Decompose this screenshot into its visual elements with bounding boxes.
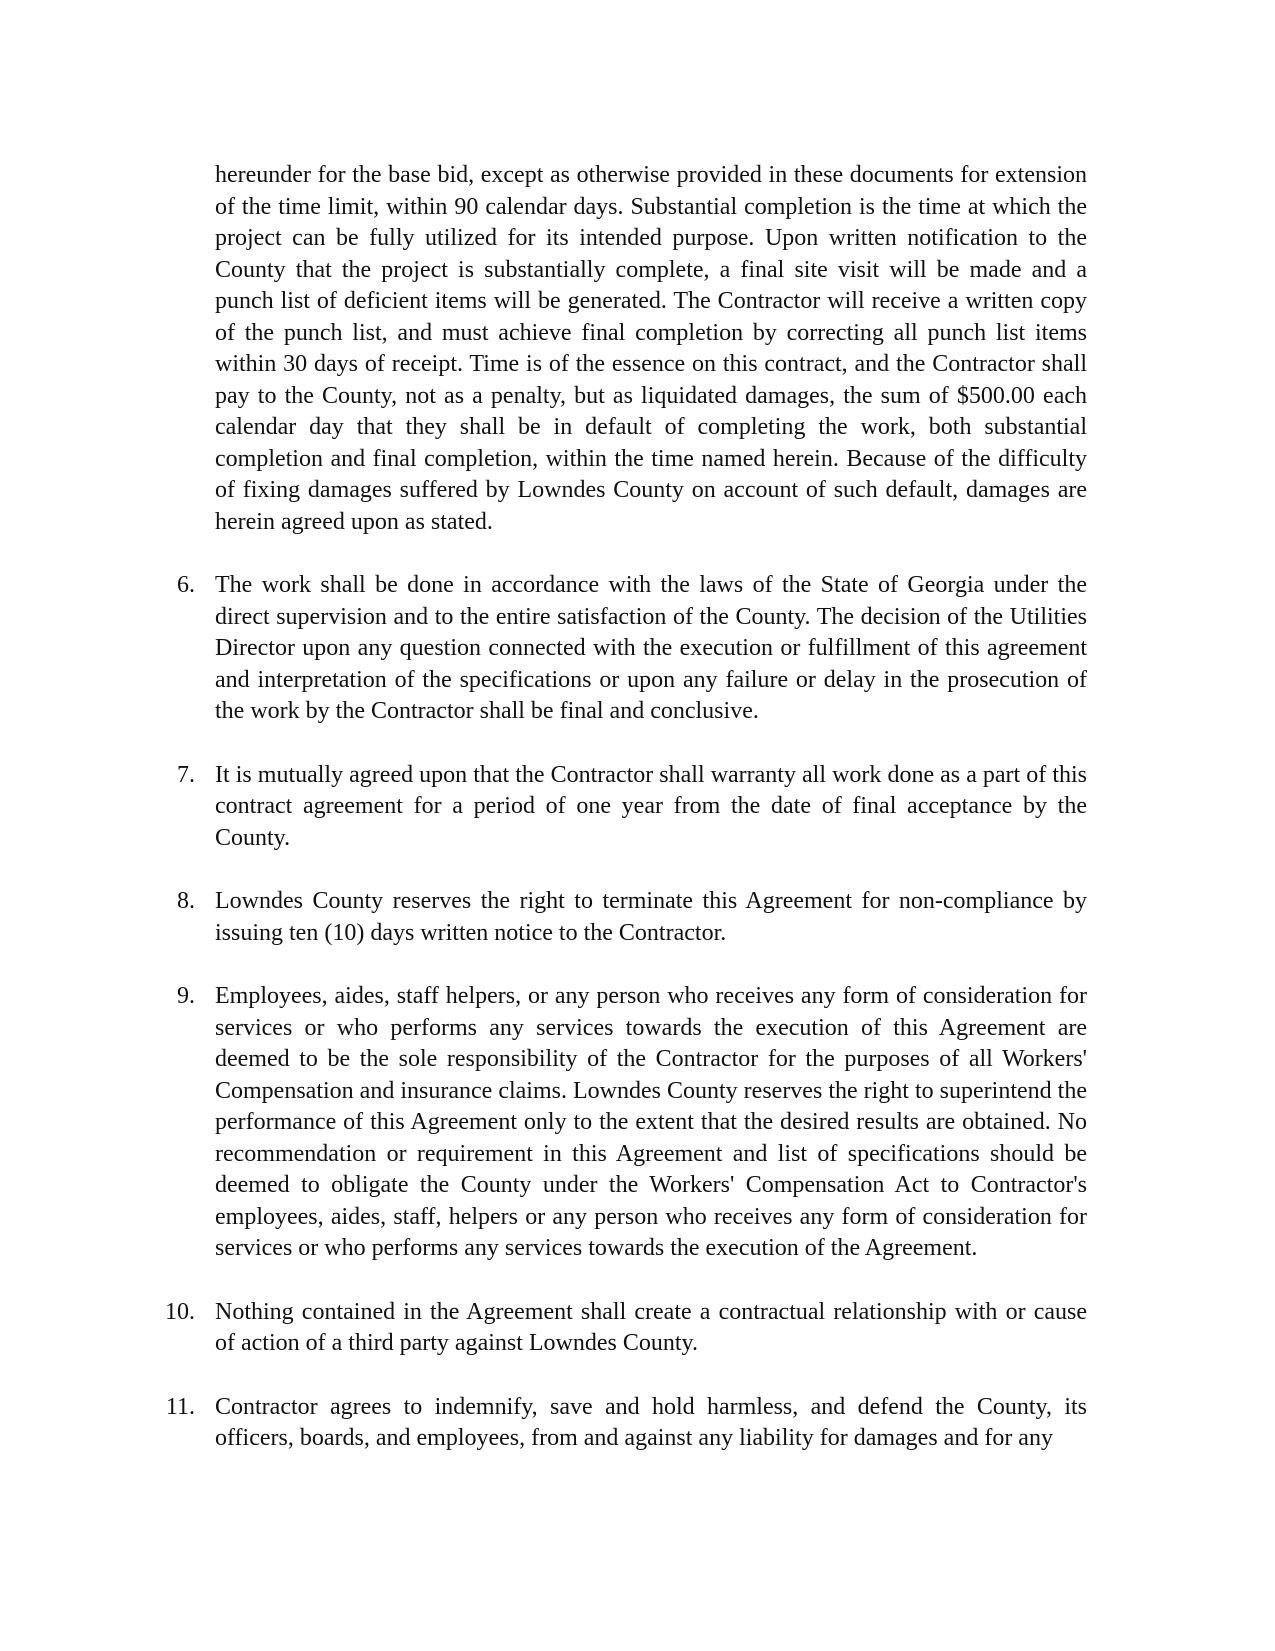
- clause-number: 6.: [177, 572, 195, 598]
- continuation-paragraph: hereunder for the base bid, except as otherwise provided in these documents for extension of the time limit, within 90 calendar days. Substantial completion is the time at which the project can be fully utilized for its intended purpose. Upon written notification to the County that the project is substantially complete, a final site visit will be made and a punch list of deficient items will be generated. The Contractor will receive a written copy of the punch list, and must achieve final completion by correcting all punch list items within 30 days of receipt. Time is of the essence on this contract, and the Contractor shall pay to the County, not as a penalty, but as liquidated damages, the sum of $500.00 each calendar day that they shall be in default of completing the work, both substantial completion and final completion, within the time named herein. Because of the difficulty of fixing damages suffered by Lowndes County on account of such default, damages are herein agreed upon as stated.: [215, 162, 1087, 535]
- clause-text: Employees, aides, staff helpers, or any person who receives any form of consideration for services or who performs any services towards the execution of this Agreement are deemed to be the sole responsibility of the Contractor for the purposes of all Workers' Compensation and insurance claims. Lowndes County reserves the right to superintend the performance of this Agreement only to the extent that the desired results are obtained. No recommendation or requirement in this Agreement and list of specifications should be deemed to obligate the County under the Workers' Compensation Act to Contractor's employees, aides, staff, helpers or any person who receives any form of consideration for services or who performs any services towards the execution of the Agreement.: [215, 983, 1087, 1261]
- clause-text: It is mutually agreed upon that the Contractor shall warranty all work done as a part of this contract agreement for a period of one year from the date of final acceptance by the County.: [215, 761, 1087, 851]
- clause-number: 10.: [165, 1298, 195, 1325]
- clause-11: [165, 1392, 1087, 1455]
- clause-number: 7.: [177, 761, 195, 788]
- clause-text: Lowndes County reserves the right to terminate this Agreement for non-compliance by issuing ten (10) days written notice to the Contractor.: [215, 888, 1087, 946]
- clause-7: [177, 760, 1087, 855]
- clause-10: [165, 1297, 1087, 1360]
- document-body: [165, 160, 1087, 1487]
- clause-6: [177, 570, 1087, 728]
- clause-text: The work shall be done in accordance with the laws of the State of Georgia under the direct supervision and to the entire satisfaction of the County. The decision of the Utilities Director upon any question connected with the execution or fulfillment of this agreement and interpretation of the specifications or upon any failure or delay in the prosecution of the work by the Contractor shall be final and conclusive.: [215, 572, 1087, 724]
- clause-text: Nothing contained in the Agreement shall create a contractual relationship with or cause of action of a third party against Lowndes County.: [215, 1298, 1087, 1356]
- clause-number: 9.: [177, 983, 195, 1009]
- clause-8: [177, 886, 1087, 949]
- clause-text: Contractor agrees to indemnify, save and hold harmless, and defend the County, its officers, boards, and employees, from and against any liability for damages and for any: [215, 1393, 1087, 1451]
- clause-number: 8.: [177, 888, 195, 914]
- clause-number: 11.: [165, 1393, 195, 1420]
- clause-9: [177, 981, 1087, 1265]
